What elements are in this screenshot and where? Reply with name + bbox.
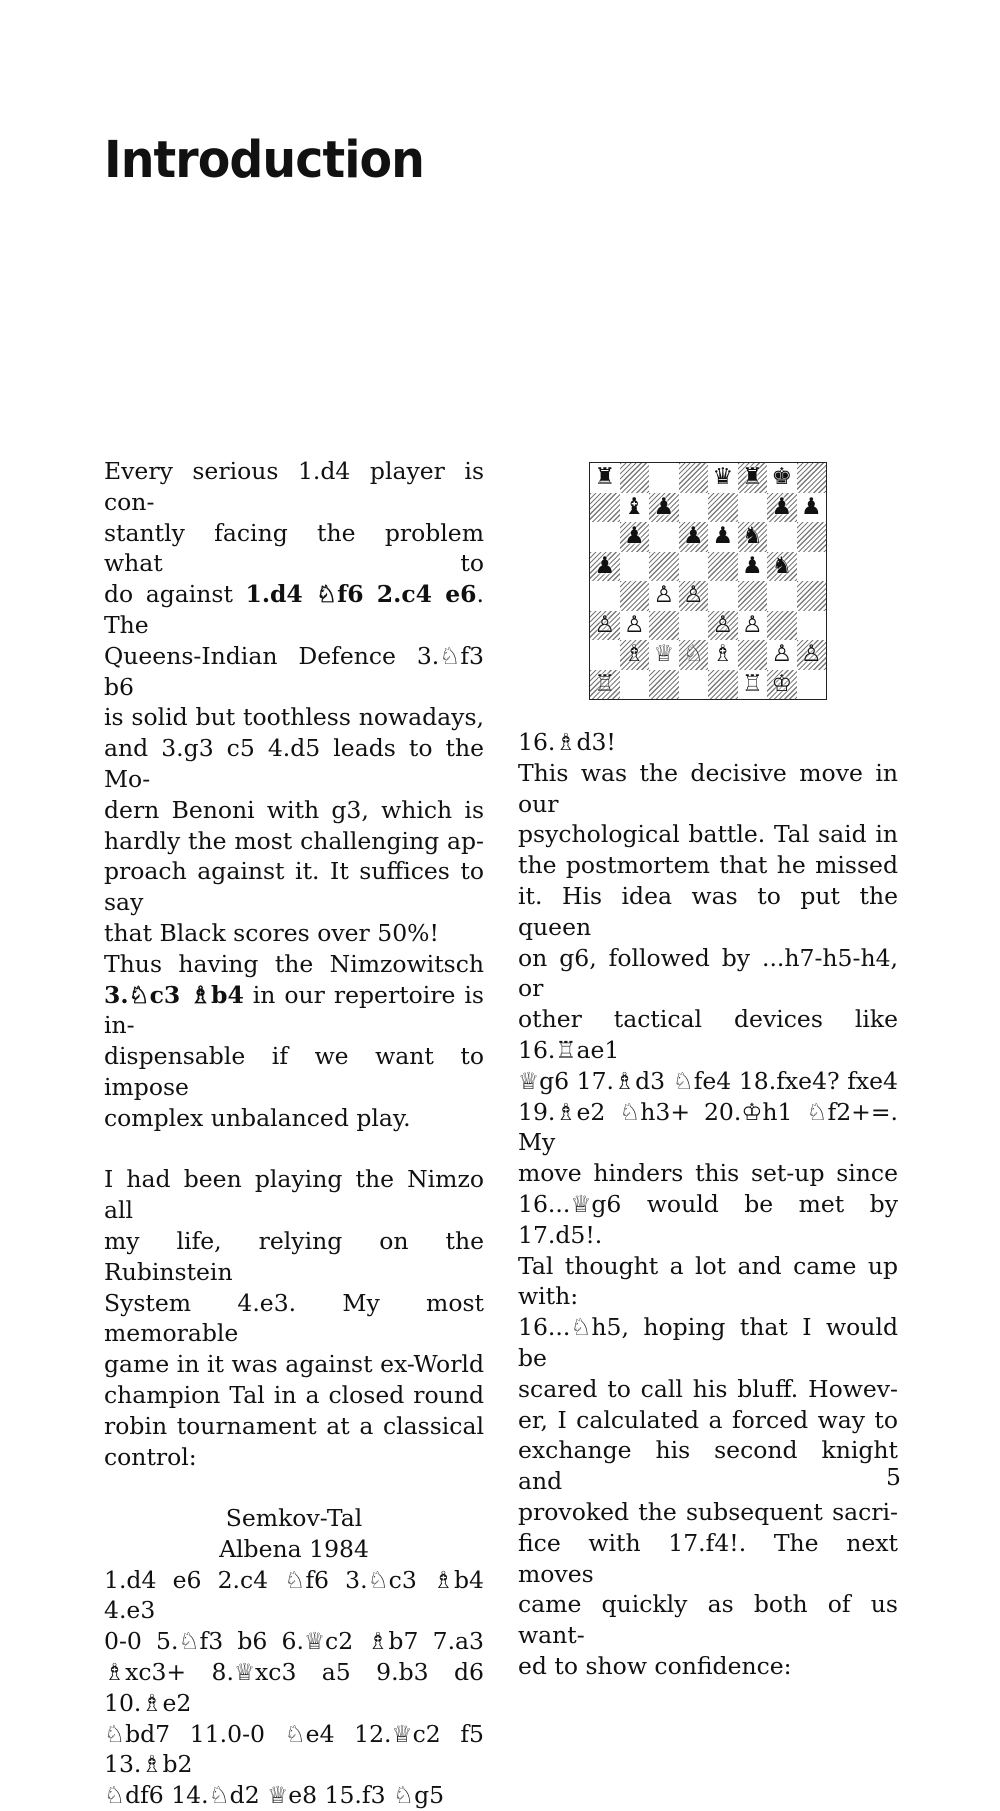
square-a4 — [590, 581, 620, 611]
text-line: with: — [518, 1282, 579, 1311]
text-line: my life, relying on the Rubinstein — [104, 1226, 484, 1286]
square-c2 — [649, 640, 679, 670]
text-line: fice with 17.f4!. The next moves — [518, 1528, 898, 1588]
text-line: This was the decisive move in our — [518, 758, 898, 818]
square-b2 — [620, 640, 650, 670]
move-line: 0-0 5.♘f3 b6 6.♕c2 ♗b7 7.a3 — [104, 1627, 484, 1656]
square-e1 — [708, 670, 738, 700]
bold-moves: 1.d4 ♘f6 2.c4 e6 — [245, 580, 477, 609]
square-h5 — [797, 552, 827, 582]
square-c1 — [649, 670, 679, 700]
chess-piece-icon: ♜ — [741, 464, 763, 491]
square-f2 — [738, 640, 768, 670]
text-line: came quickly as both of us want- — [518, 1590, 898, 1650]
chess-piece-icon: ♗ — [712, 641, 734, 668]
square-d5 — [679, 552, 709, 582]
text-line: is solid but toothless nowadays, — [104, 703, 484, 732]
square-d4 — [679, 581, 709, 611]
move-line: ♗xc3+ 8.♕xc3 a5 9.b3 d6 10.♗e2 — [104, 1658, 484, 1717]
text-line — [104, 579, 484, 641]
chess-piece-icon: ♞ — [741, 523, 763, 550]
text-line — [104, 980, 484, 1042]
square-b3 — [620, 611, 650, 641]
square-f7 — [738, 493, 768, 523]
chess-piece-icon: ♟ — [771, 493, 793, 520]
square-a1 — [590, 670, 620, 700]
text-line: System 4.e3. My most memorable — [104, 1288, 484, 1348]
square-c6 — [649, 522, 679, 552]
text-line: ♕g6 17.♗d3 ♘fe4 18.fxe4? fxe4 — [518, 1066, 898, 1095]
square-d2 — [679, 640, 709, 670]
square-g8 — [767, 463, 797, 493]
text-line: 16...♘h5, hoping that I would be — [518, 1313, 898, 1372]
chess-piece-icon: ♙ — [653, 582, 675, 609]
square-d3 — [679, 611, 709, 641]
chess-piece-icon: ♟ — [653, 493, 675, 520]
text-line: stantly facing the problem what to — [104, 518, 484, 578]
game-players: Semkov-Tal — [225, 1504, 363, 1533]
right-column — [518, 727, 898, 1682]
chess-piece-icon: ♛ — [712, 464, 734, 491]
text-run: do against — [104, 580, 246, 609]
square-a7 — [590, 493, 620, 523]
move-line: ♘bd7 11.0-0 ♘e4 12.♕c2 f5 13.♗b2 — [104, 1719, 484, 1779]
chess-piece-icon: ♘ — [682, 641, 704, 668]
square-g6 — [767, 522, 797, 552]
square-f8 — [738, 463, 768, 493]
square-g2 — [767, 640, 797, 670]
square-f4 — [738, 581, 768, 611]
square-a8 — [590, 463, 620, 493]
square-e7 — [708, 493, 738, 523]
square-e8 — [708, 463, 738, 493]
square-a3 — [590, 611, 620, 641]
square-h3 — [797, 611, 827, 641]
square-a6 — [590, 522, 620, 552]
square-b8 — [620, 463, 650, 493]
square-h7 — [797, 493, 827, 523]
chess-piece-icon: ♙ — [682, 582, 704, 609]
text-line: ed to show confidence: — [518, 1651, 792, 1680]
text-line: psychological battle. Tal said in — [518, 820, 898, 849]
square-b4 — [620, 581, 650, 611]
chess-piece-icon: ♟ — [800, 493, 822, 520]
square-f5 — [738, 552, 768, 582]
text-run: in our repertoire is in- — [104, 980, 484, 1040]
chess-piece-icon: ♟ — [741, 552, 763, 579]
left-column — [104, 456, 484, 1811]
square-e2 — [708, 640, 738, 670]
square-g1 — [767, 670, 797, 700]
chess-piece-icon: ♙ — [741, 611, 763, 638]
chess-piece-icon: ♙ — [623, 611, 645, 638]
chess-piece-icon: ♟ — [623, 523, 645, 550]
square-h4 — [797, 581, 827, 611]
text-line: it. His idea was to put the queen — [518, 881, 898, 941]
text-line: scared to call his bluff. Howev- — [518, 1374, 898, 1403]
chess-piece-icon: ♔ — [771, 670, 793, 697]
chess-piece-icon: ♟ — [712, 523, 734, 550]
chess-piece-icon: ♗ — [623, 641, 645, 668]
game-event: Albena 1984 — [219, 1534, 369, 1563]
chess-piece-icon: ♟ — [594, 552, 616, 579]
square-d6 — [679, 522, 709, 552]
text-line: I had been playing the Nimzo all — [104, 1165, 484, 1225]
text-line: exchange his second knight and — [518, 1436, 898, 1496]
text-line: 16.♗d3! — [518, 728, 616, 756]
square-f1 — [738, 670, 768, 700]
square-e6 — [708, 522, 738, 552]
square-c8 — [649, 463, 679, 493]
chess-piece-icon: ♚ — [771, 464, 793, 491]
square-c5 — [649, 552, 679, 582]
square-f3 — [738, 611, 768, 641]
text-line: 16...♕g6 would be met by 17.d5!. — [518, 1189, 898, 1249]
square-h1 — [797, 670, 827, 700]
text-line: on g6, followed by ...h7-h5-h4, or — [518, 943, 898, 1003]
square-g7 — [767, 493, 797, 523]
chess-piece-icon: ♙ — [712, 611, 734, 638]
bold-moves: 3.♘c3 ♗b4 — [104, 980, 244, 1009]
text-line: the postmortem that he missed — [518, 851, 898, 880]
text-line: Every serious 1.d4 player is con- — [104, 457, 484, 516]
square-b1 — [620, 670, 650, 700]
square-a2 — [590, 640, 620, 670]
square-d8 — [679, 463, 709, 493]
text-line: robin tournament at a classical — [104, 1411, 484, 1440]
square-f6 — [738, 522, 768, 552]
text-run: . The — [104, 580, 484, 639]
square-b6 — [620, 522, 650, 552]
text-line: dispensable if we want to impose — [104, 1042, 484, 1101]
text-line: dern Benoni with g3, which is — [104, 795, 484, 824]
square-a5 — [590, 552, 620, 582]
square-c4 — [649, 581, 679, 611]
chess-piece-icon: ♕ — [653, 641, 675, 668]
text-line: 19.♗e2 ♘h3+ 20.♔h1 ♘f2+=. My — [518, 1097, 898, 1157]
square-h6 — [797, 522, 827, 552]
text-line: hardly the most challenging ap- — [104, 826, 484, 855]
square-e4 — [708, 581, 738, 611]
text-line: control: — [104, 1442, 197, 1471]
square-g3 — [767, 611, 797, 641]
square-g5 — [767, 552, 797, 582]
square-c3 — [649, 611, 679, 641]
move-line: 1.d4 e6 2.c4 ♘f6 3.♘c3 ♗b4 4.e3 — [104, 1565, 484, 1625]
text-line: that Black scores over 50%! — [104, 918, 439, 947]
text-line: complex unbalanced play. — [104, 1103, 411, 1132]
square-g4 — [767, 581, 797, 611]
square-e5 — [708, 552, 738, 582]
text-line: move hinders this set-up since — [518, 1159, 898, 1188]
chess-piece-icon: ♖ — [594, 670, 616, 697]
text-line: other tactical devices like 16.♖ae1 — [518, 1005, 898, 1064]
text-line: Queens-Indian Defence 3.♘f3 b6 — [104, 641, 484, 701]
square-b5 — [620, 552, 650, 582]
square-b7 — [620, 493, 650, 523]
chess-diagram — [589, 462, 827, 700]
text-line: proach against it. It suffices to say — [104, 857, 484, 917]
chess-piece-icon: ♟ — [682, 523, 704, 550]
page-title: Introduction — [104, 131, 425, 190]
square-d7 — [679, 493, 709, 523]
chess-piece-icon: ♙ — [771, 641, 793, 668]
chess-piece-icon: ♖ — [741, 670, 763, 697]
chess-piece-icon: ♜ — [594, 464, 616, 491]
chess-piece-icon: ♙ — [800, 641, 822, 668]
move-line: ♘df6 14.♘d2 ♕e8 15.f3 ♘g5 — [104, 1781, 445, 1810]
square-d1 — [679, 670, 709, 700]
text-line: provoked the subsequent sacri- — [518, 1497, 898, 1526]
text-line: Thus having the Nimzowitsch — [104, 949, 484, 978]
chess-piece-icon: ♙ — [594, 611, 616, 638]
square-h8 — [797, 463, 827, 493]
text-line: and 3.g3 c5 4.d5 leads to the Mo- — [104, 734, 484, 793]
text-line: champion Tal in a closed round — [104, 1380, 484, 1409]
square-c7 — [649, 493, 679, 523]
chess-piece-icon: ♝ — [623, 493, 645, 520]
text-line: game in it was against ex-World — [104, 1350, 484, 1379]
page-number: 5 — [886, 1463, 901, 1491]
square-e3 — [708, 611, 738, 641]
text-line: er, I calculated a forced way to — [518, 1405, 898, 1434]
text-line: Tal thought a lot and came up — [518, 1251, 898, 1280]
square-h2 — [797, 640, 827, 670]
chess-piece-icon: ♞ — [771, 552, 793, 579]
